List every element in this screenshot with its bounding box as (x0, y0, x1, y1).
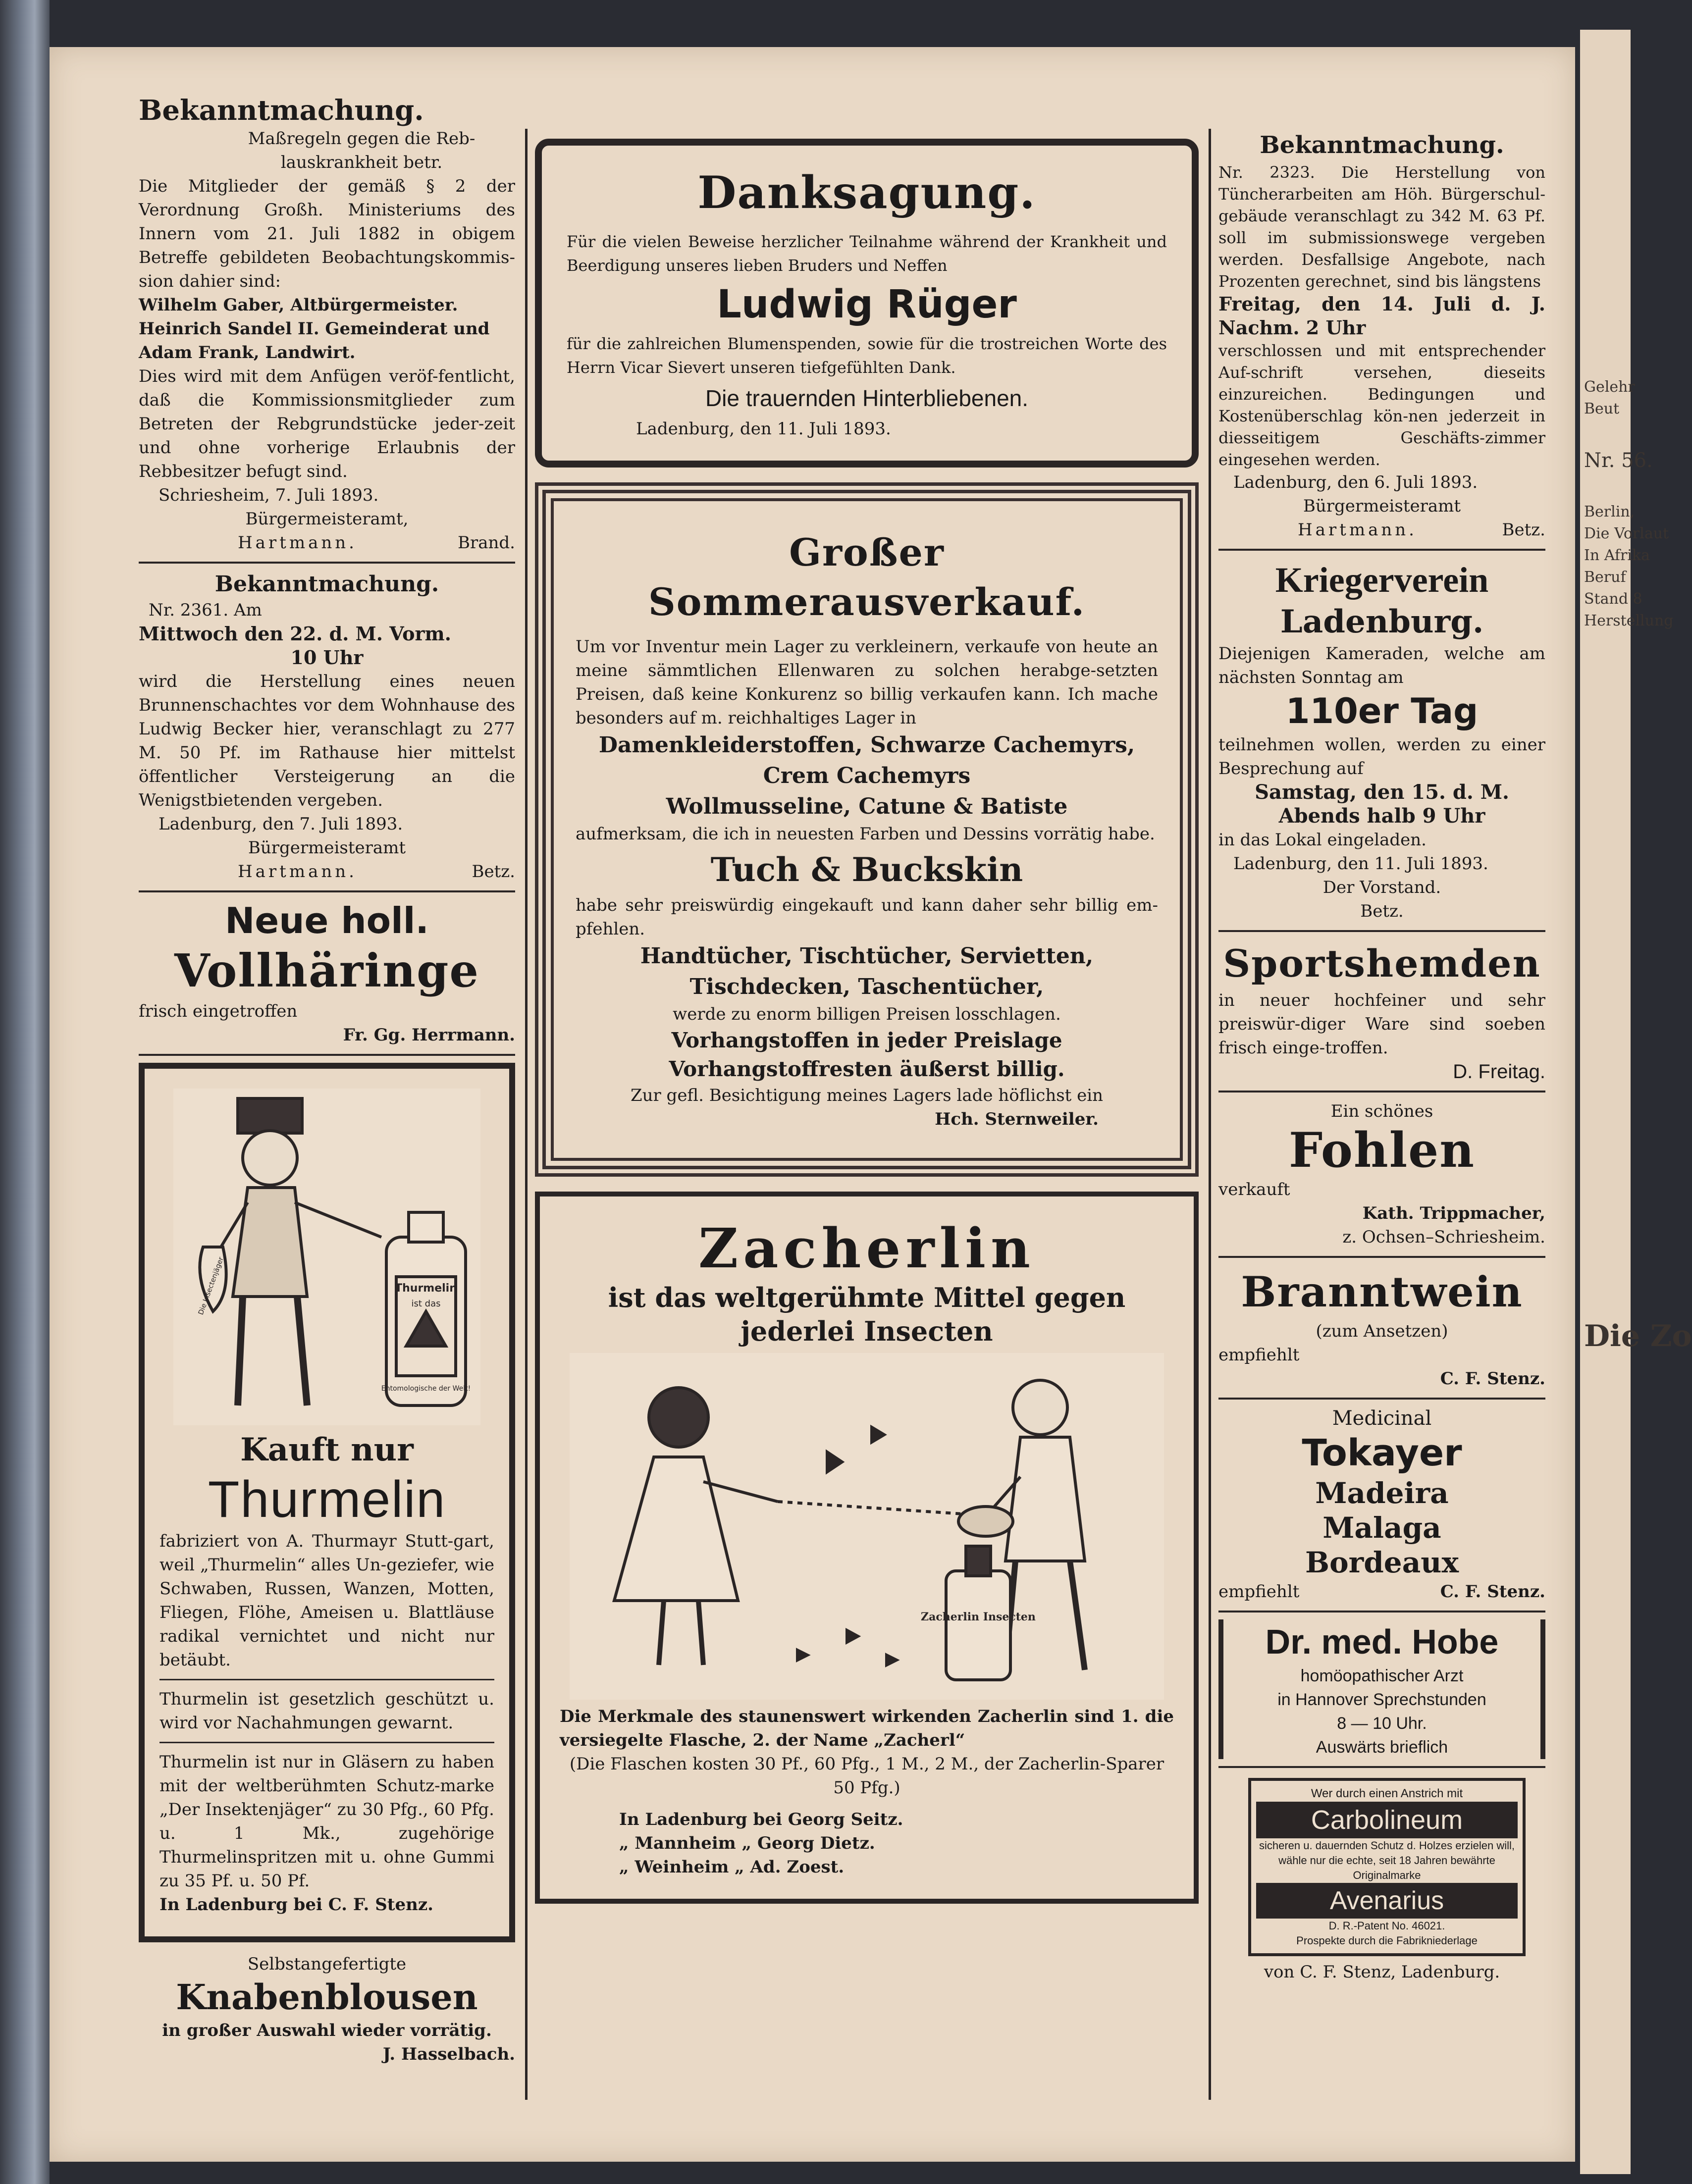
sale-goods: Vorhangstoffen in jeder Preislage (671, 1028, 1062, 1052)
place-date: Ladenburg, den 11. Juli 1893. (1233, 854, 1488, 874)
carbo-brand: Carbolineum (1256, 1802, 1518, 1838)
verein-title2: Ladenburg. (1280, 603, 1484, 640)
verein-body: teilnehmen wollen, werden zu einer Besprechung auf (1218, 735, 1545, 779)
wine-verb: empfiehlt (1218, 1582, 1300, 1602)
foal-title: Fohlen (1288, 1122, 1476, 1178)
blouses-line1: Selbstangefertigte (247, 1954, 407, 1974)
member: Adam Frank, Landwirt. (139, 343, 356, 363)
foal-line1: Ein schönes (1330, 1101, 1433, 1121)
zacherlin-subtitle: ist das weltgerühmte Mittel gegen jederlei Insecten (608, 1282, 1126, 1347)
place-date: Ladenburg, den 7. Juli 1893. (159, 814, 403, 834)
office: Bürgermeisteramt (248, 838, 406, 858)
ad-branntwein (1218, 1265, 1545, 1391)
edge-line: In Afrika (1584, 547, 1650, 564)
notice-body: verschlossen und mit entsprechender Auf-schrift versehen, dieseits einzureichen. Bedingungen und Kostenüberschlag kön-nen jederzeit in diesseitigem Geschäfts-zimmer eingesehen werden. (1218, 341, 1545, 469)
sale-goods: Damenkleiderstoffen, Schwarze Cachemyrs, (598, 732, 1135, 758)
bottle-label-bottom: Entomologische der Welt! (381, 1385, 471, 1393)
thanks-title: Danksagung. (697, 166, 1036, 219)
column-left (139, 94, 515, 2066)
edge-line: Herstellung (1584, 612, 1674, 629)
blouses-line3: in großer Auswahl wieder vorrätig. (162, 2021, 492, 2040)
merchant: Hch. Sternweiler. (935, 1109, 1099, 1129)
carbo-top: Wer durch einen Anstrich mit (1311, 1787, 1463, 1800)
verein-title: Kriegerverein (1275, 560, 1489, 600)
notice-brunnen (139, 571, 515, 884)
dealer: „ Weinheim „ Ad. Zoest. (619, 1857, 845, 1877)
zacherlin-title: Zacherlin (698, 1216, 1035, 1280)
divider (1218, 549, 1545, 551)
dealer: „ Mannheim „ Georg Dietz. (619, 1833, 875, 1853)
brandy-verb: empfiehlt (1218, 1345, 1300, 1365)
notice-body: Die Mitglieder der gemäß § 2 der Verordnung Großh. Ministeriums des Innern vom 21. Juli 1882 in obigem Betreffe gebildeten Beobachtungskommis-sion dahier sind: (139, 176, 515, 291)
notice-reblaus (139, 94, 515, 555)
ad-doctor (1218, 1619, 1545, 1759)
thurmelin-slogan: Kauft nur (240, 1431, 414, 1468)
thurmelin-sale: Thurmelin ist nur in Gläsern zu haben mit der weltberühmten Schutz-marke „Der Insektenjäger“ zu 30 Pfg., 60 Pfg. u. 1 Mk., zugehörige Thurmelinspritzen mit u. ohne Gummi zu 35 Pf. u. 50 Pf. (159, 1752, 494, 1891)
divider (1218, 1611, 1545, 1612)
foal-verb: verkauft (1218, 1180, 1290, 1199)
merchant: C. F. Stenz. (1440, 1582, 1545, 1602)
notice-title: Bekanntmachung. (139, 94, 424, 127)
office: Bürgermeisteramt (1303, 496, 1461, 516)
doctor-line: Auswärts brieflich (1316, 1738, 1448, 1757)
column-center (535, 134, 1199, 1904)
carbo-dealer: von C. F. Stenz, Ladenburg. (1264, 1962, 1500, 1982)
signer: Hartmann. (1298, 520, 1417, 540)
merchant: C. F. Stenz. (1440, 1369, 1545, 1389)
notice-body: wird die Herstellung eines neuen Brunnenschachtes vor dem Wohnhause des Ludwig Becker hier, veranschlagt zu 277 M. 50 Pf. im Rathause hier mittelst öffentlicher Versteigerung an die Wenigstbietenden vergeben. (139, 672, 515, 810)
member: Wilhelm Gaber, Altbürgermeister. (139, 295, 458, 315)
notice-body: Nr. 2323. Die Herstellung von Tüncherarbeiten am Höh. Bürgerschul-gebäude veranschlagt zu 342 M. 63 Pf. soll im submissionswege vergeben werden. Desfallsige Angebote, nach Prozenten gerechnet, sind bis längstens (1218, 163, 1545, 291)
book-binding (0, 0, 50, 2184)
office: Bürgermeisteramt, (245, 509, 409, 529)
wine-item: Malaga (1322, 1511, 1441, 1545)
herring-line1: Neue holl. (225, 900, 429, 941)
wine-item: Bordeaux (1305, 1546, 1459, 1579)
thanks-name: Ludwig Rüger (717, 282, 1017, 327)
sale-goods: Vorhangstoffresten äußerst billig. (669, 1057, 1065, 1081)
sale-goods: Handtücher, Tischtücher, Servietten, Tischdecken, Taschentücher, (640, 943, 1094, 999)
divider (139, 890, 515, 892)
sale-intro: Um vor Inventur mein Lager zu verkleinern, verkaufe von heute an meine sämmtlichen Ellenwaren zu solchen herabge-setzten Preisen, daß keine Konkurenz so billig verkaufen kann. Ich mache besonders auf m. reichhaltiges Lager in (576, 637, 1158, 728)
divider (159, 1679, 494, 1680)
ad-sommerausverkauf (535, 482, 1199, 1177)
doctor-line: in Hannover Sprechstunden (1277, 1690, 1486, 1709)
sale-goods: Tuch & Buckskin (710, 850, 1023, 889)
wine-item: Madeira (1315, 1476, 1449, 1510)
notice-deadline: Freitag, den 14. Juli d. J. Nachm. 2 Uhr (1218, 293, 1545, 339)
doctor-line: 8 — 10 Uhr. (1337, 1714, 1427, 1733)
notice-time: 10 Uhr (290, 646, 364, 669)
scroll-text: Die Insectenjäger (197, 1256, 225, 1316)
thurmelin-dealer: In Ladenburg bei C. F. Stenz. (159, 1895, 433, 1915)
sale-text: werde zu enorm billigen Preisen losschlagen. (673, 1004, 1061, 1024)
thanks-date: Ladenburg, den 11. Juli 1893. (636, 419, 891, 439)
place-date: Ladenburg, den 6. Juli 1893. (1233, 472, 1478, 492)
signer: Betz. (1502, 520, 1545, 540)
signer: Brand. (458, 533, 515, 553)
thurmelin-illustration (173, 1089, 480, 1425)
divider (1218, 1256, 1545, 1258)
doctor-title: Dr. med. Hobe (1265, 1622, 1499, 1661)
carbo-patent: D. R.-Patent No. 46021. (1328, 1920, 1445, 1932)
edge-line: Nr. 56. (1584, 449, 1653, 472)
notice-title: Bekanntmachung. (1260, 131, 1504, 159)
verein-board: Der Vorstand. (1322, 878, 1441, 897)
bottle-label: Thurmelin (395, 1282, 457, 1295)
brandy-sub: (zum Ansetzen) (1316, 1321, 1448, 1341)
verein-day: 110er Tag (1285, 691, 1479, 731)
zacherlin-prices: (Die Flaschen kosten 30 Pf., 60 Pfg., 1 M., 2 M., der Zacherlin-Sparer 50 Pfg.) (569, 1754, 1164, 1798)
carbo-mid: sicheren u. dauernden Schutz d. Holzes erzielen will, wähle nur die echte, seit 18 Jahren bewährte Originalmarke (1259, 1839, 1515, 1881)
signer: Hartmann. (238, 862, 357, 882)
ad-thurmelin (139, 1063, 515, 1942)
wine-title: Tokayer (1302, 1432, 1462, 1474)
sale-goods: Wollmusseline, Catune & Batiste (666, 794, 1068, 819)
brandy-title: Branntwein (1241, 1267, 1523, 1316)
next-page-edge (1580, 30, 1692, 2174)
edge-line: Beut (1584, 400, 1620, 417)
notice-body: Dies wird mit dem Anfügen veröf-fentlicht, daß die Kommissionsmitglieder zum Betreten der Rebgrundstücke jeder-zeit und ohne vorherige Erlaubnis der Rebbesitzer befugt sind. (139, 366, 515, 481)
signer: Betz. (472, 862, 515, 882)
thurmelin-warning: Thurmelin ist gesetzlich geschützt u. wird vor Nachahmungen gewarnt. (159, 1689, 494, 1733)
soldier-illustration (173, 1089, 480, 1425)
ad-blouses (139, 1952, 515, 2066)
divider (159, 1742, 494, 1743)
ad-carbolineum (1248, 1778, 1526, 1956)
divider (1218, 1091, 1545, 1092)
sale-goods: Crem Cachemyrs (763, 763, 971, 788)
carbo-brand2: Avenarius (1256, 1883, 1518, 1919)
edge-line: Die Zo (1584, 1319, 1692, 1353)
carbo-free: Prospekte durch die Fabrikniederlage (1296, 1934, 1478, 1947)
wine-line1: Medicinal (1332, 1407, 1432, 1430)
thurmelin-brand: Thurmelin (208, 1471, 446, 1528)
column-rule (1209, 129, 1211, 2100)
divider (1218, 1398, 1545, 1400)
verein-body: Diejenigen Kameraden, welche am nächsten Sonntag am (1218, 644, 1545, 687)
merchant: J. Hasselbach. (382, 2044, 515, 2064)
verein-when: Samstag, den 15. d. M. Abends halb 9 Uhr (1255, 780, 1509, 828)
thanks-signers: Die trauernden Hinterbliebenen. (705, 385, 1029, 411)
zacherlin-illustration (570, 1353, 1164, 1700)
merchant: Fr. Gg. Herrmann. (343, 1025, 515, 1045)
bottle-label-small: ist das (411, 1299, 441, 1309)
notice-subtitle: Maßregeln gegen die Reb-lauskrankheit betr. (248, 129, 476, 172)
verein-where: in das Lokal eingeladen. (1218, 830, 1427, 850)
children-illustration (570, 1353, 1164, 1700)
seller: Kath. Trippmacher, (1362, 1203, 1545, 1223)
thurmelin-body: fabriziert von A. Thurmayr Stutt-gart, weil „Thurmelin“ alles Un-geziefer, wie Schwaben, Russen, Wanzen, Motten, Fliegen, Flöhe, Ameisen u. Blattläuse radikal vernichtet und nicht nur betäubt. (159, 1531, 494, 1670)
dealer: In Ladenburg bei Georg Seitz. (619, 1810, 903, 1829)
ad-herring (139, 899, 515, 1047)
edge-line: Beruf (1584, 569, 1626, 586)
ad-tokayer (1218, 1406, 1545, 1604)
edge-line: Stand 8 (1584, 590, 1642, 608)
notice-tuencher (1218, 129, 1545, 542)
thanks-intro: Für die vielen Beweise herzlicher Teilnahme während der Krankheit und Beerdigung unseres lieben Bruders und Neffen (567, 232, 1167, 275)
sale-closing: Zur gefl. Besichtigung meines Lagers lade höflichst ein (630, 1086, 1104, 1105)
edge-line: Berlin, (1584, 503, 1635, 520)
herring-line3: frisch eingetroffen (139, 1001, 298, 1021)
signer: Betz. (1360, 901, 1404, 921)
signer: Hartmann. (238, 533, 357, 553)
merchant: D. Freitag. (1453, 1061, 1545, 1083)
herring-line2: Vollhäringe (174, 944, 479, 997)
column-right (1218, 129, 1545, 1984)
thanks-body: für die zahlreichen Blumenspenden, sowie für die trostreichen Worte des Herrn Vicar Sievert unseren tiefgefühlten Dank. (567, 334, 1167, 377)
edge-line: Gelehr (1584, 378, 1635, 396)
divider (1218, 1766, 1545, 1768)
sale-title: Großer Sommerausverkauf. (648, 530, 1086, 624)
notice-number: Nr. 2361. Am (149, 600, 262, 620)
notice-title: Bekanntmachung. (214, 572, 439, 597)
shirts-body: in neuer hochfeiner und sehr preiswür-diger Ware sind soeben frisch einge-troffen. (1218, 990, 1545, 1058)
notice-date: Mittwoch den 22. d. M. Vorm. (139, 623, 451, 645)
member: Heinrich Sandel II. Gemeinderat und (139, 319, 490, 339)
divider (139, 1054, 515, 1056)
place-date: Schriesheim, 7. Juli 1893. (159, 485, 379, 505)
ad-kriegerverein (1218, 558, 1545, 923)
ad-fohlen (1218, 1099, 1545, 1249)
ad-sportshemden (1218, 939, 1545, 1084)
bottle-label: Zacherlin Insecten (921, 1611, 1036, 1623)
divider (1218, 930, 1545, 932)
zacherlin-features: Die Merkmale des staunenswert wirkenden Zacherlin sind 1. die versiegelte Flasche, 2. der Name „Zacherl“ (560, 1707, 1174, 1750)
sale-text: habe sehr preiswürdig eingekauft und kann daher sehr billig em-pfehlen. (576, 895, 1158, 939)
doctor-line: homöopathischer Arzt (1300, 1666, 1464, 1685)
sale-text: aufmerksam, die ich in neuesten Farben und Dessins vorrätig habe. (576, 824, 1155, 844)
divider (139, 562, 515, 564)
ad-zacherlin (535, 1192, 1199, 1904)
shirts-title: Sportshemden (1223, 941, 1541, 986)
edge-line: Die Vorlaut (1584, 525, 1669, 542)
ad-danksagung (535, 139, 1199, 468)
blouses-line2: Knabenblousen (176, 1976, 478, 2018)
seller: z. Ochsen–Schriesheim. (1342, 1227, 1545, 1247)
column-rule (525, 129, 528, 2100)
